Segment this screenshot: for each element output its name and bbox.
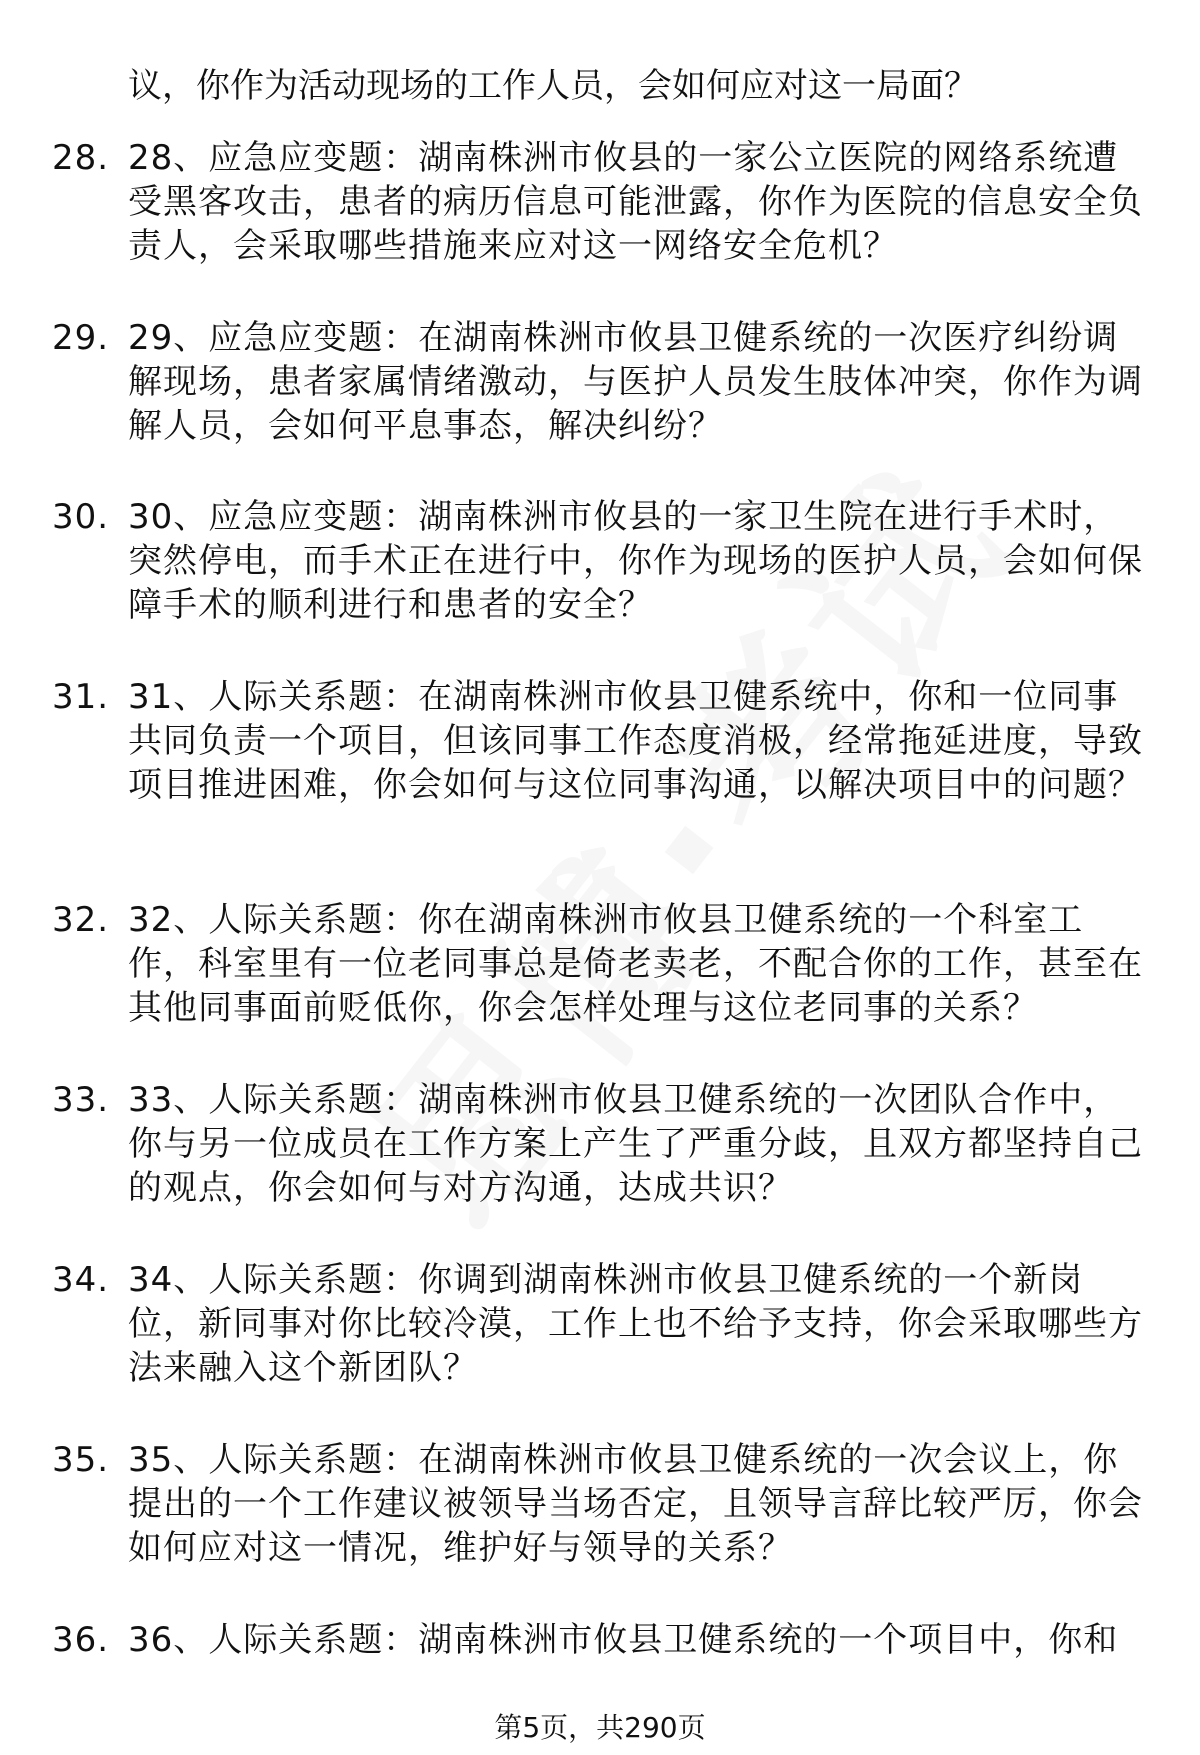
item-number: 34. (52, 1260, 110, 1300)
item-number: 31. (52, 677, 110, 717)
item-text: 33、人际关系题：湖南株洲市攸县卫健系统的一次团队合作中，你与另一位成员在工作方案上产生了严重分歧，且双方都坚持自己的观点，你会如何与对方沟通，达成共识？ (128, 1080, 1143, 1208)
item-text: 32、人际关系题：你在湖南株洲市攸县卫健系统的一个科室工作，科室里有一位老同事总是倚老卖老，不配合你的工作，甚至在其他同事面前贬低你，你会怎样处理与这位老同事的关系？ (128, 900, 1143, 1028)
item-number: 36. (52, 1620, 110, 1660)
item-text: 29、应急应变题：在湖南株洲市攸县卫健系统的一次医疗纠纷调解现场，患者家属情绪激动，与医护人员发生肢体冲突，你作为调解人员，会如何平息事态，解决纠纷？ (128, 318, 1143, 446)
item-text: 30、应急应变题：湖南株洲市攸县的一家卫生院在进行手术时，突然停电，而手术正在进行中，你作为现场的医护人员，会如何保障手术的顺利进行和患者的安全？ (128, 497, 1143, 625)
item-number: 28. (52, 138, 110, 178)
item-number: 32. (52, 900, 110, 940)
item-number: 29. (52, 318, 110, 358)
item-text: 34、人际关系题：你调到湖南株洲市攸县卫健系统的一个新岗位，新同事对你比较冷漠，工作上也不给予支持，你会采取哪些方法来融入这个新团队？ (128, 1260, 1143, 1388)
item-text: 28、应急应变题：湖南株洲市攸县的一家公立医院的网络系统遭受黑客攻击，患者的病历信息可能泄露，你作为医院的信息安全负责人，会采取哪些措施来应对这一网络安全危机？ (128, 138, 1143, 266)
item-text: 36、人际关系题：湖南株洲市攸县卫健系统的一个项目中，你和 (128, 1620, 1119, 1660)
page-footer: 第5页，共290页 (494, 1711, 706, 1744)
item-number: 33. (52, 1080, 110, 1120)
item-text: 35、人际关系题：在湖南株洲市攸县卫健系统的一次会议上，你提出的一个工作建议被领导当场否定，且领导言辞比较严厉，你会如何应对这一情况，维护好与领导的关系？ (128, 1440, 1143, 1568)
item-number: 30. (52, 497, 110, 537)
continuation-text: 议，你作为活动现场的工作人员，会如何应对这一局面？ (128, 66, 978, 106)
item-number: 35. (52, 1440, 110, 1480)
item-text: 31、人际关系题：在湖南株洲市攸县卫健系统中，你和一位同事共同负责一个项目，但该同事工作态度消极，经常拖延进度，导致项目推进困难，你会如何与这位同事沟通，以解决项目中的问题？ (128, 677, 1143, 805)
